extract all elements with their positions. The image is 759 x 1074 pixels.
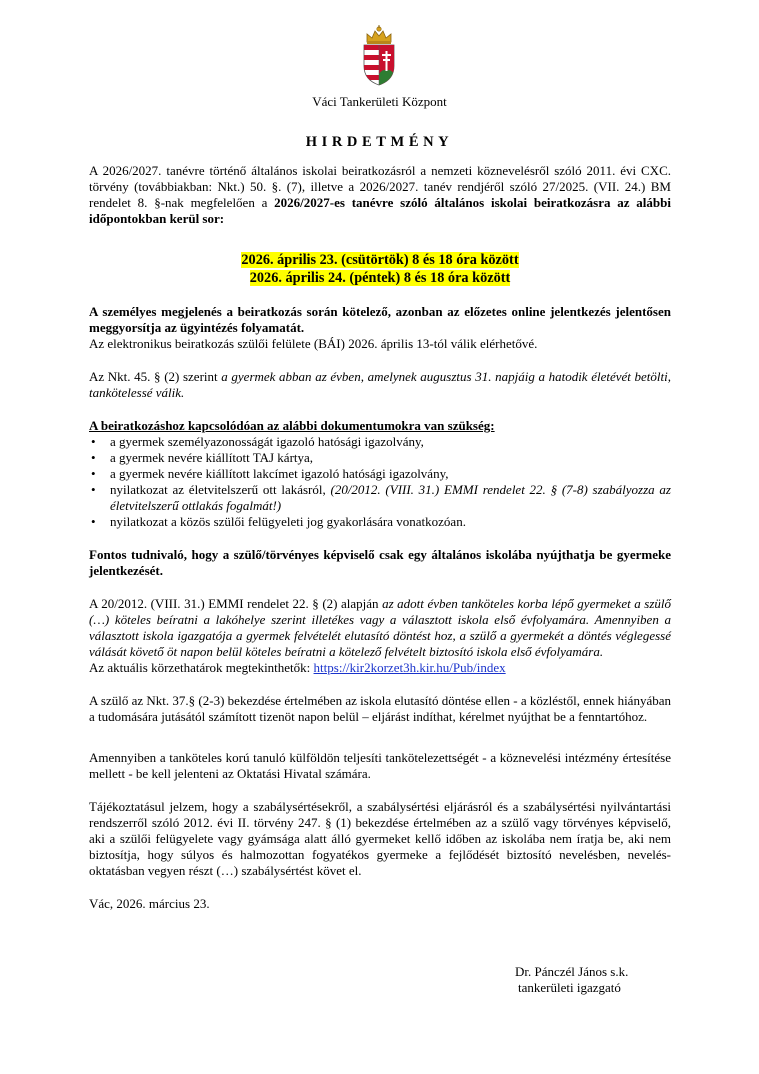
list-item: • nyilatkozat a közös szülői felügyeleti jog gyakorlására vonatkozóan. <box>91 514 466 529</box>
bullet-icon: • <box>91 434 96 449</box>
organization-name: Váci Tankerületi Központ <box>312 94 447 109</box>
announcement-body <box>89 163 671 912</box>
nkt45-italic: a gyermek abban az évben, amelynek augusztus 31. napjáig a hatodik életévét betölti, tankötelessé válik. <box>89 369 671 400</box>
enrollment-date-1: 2026. április 23. (csütörtök) 8 és 18 óra között <box>241 252 519 268</box>
online-interface-text: Az elektronikus beiratkozás szülői felülete (BÁI) 2026. április 13-tól válik elérhetővé. <box>89 336 538 351</box>
intro-bold-text: 2026/2027-es tanévre szóló általános iskolai beiratkozásra az alábbi időpontokban kerül sor: <box>89 195 671 226</box>
offense-paragraph: Tájékoztatásul jelzem, hogy a szabálysértésekről, a szabálysértési eljárásról és a szabálysértési nyilvántartási rendszerről szóló 2012. évi II. törvény 247. § (1) bekezdése értelmében az a szülő vagy törvényes képviselő, aki a szülői felügyelete vagy gyámsága alatt álló gyermeket kellő időben az iskolába nem íratja be, aki nem biztosítja, hogy súlyos és halmozottan fogyatékos gyermeke a fejlődését biztosító nevelésben, nevelés-oktatásban vegyen részt (…) szabálysértést követ el. <box>89 799 671 878</box>
signatory-role: tankerületi igazgató <box>518 980 621 995</box>
documents-heading-text: A beiratkozáshoz kapcsolódóan az alábbi dokumentumokra van szükség: <box>89 418 495 433</box>
intro-text: A 2026/2027. tanévre történő általános iskolai beiratkozásról a nemzeti köznevelésről szóló 2011. évi CXC. törvény (továbbiakban: Nkt.) 50. §. (7), illetve a 2026/2027. tanév rendjéről szóló 27/2025. (VII. 24.) BM rendelet 8. §-nak megfelelően a <box>89 163 671 210</box>
list-item: • a gyermek személyazonosságát igazoló hatósági igazolvány, <box>91 434 424 449</box>
documents-list <box>89 434 671 530</box>
district-boundaries-label: Az aktuális körzethatárok megtekinthetők: <box>89 660 314 675</box>
bullet-icon: • <box>91 514 96 529</box>
personal-presence-paragraph <box>89 304 671 352</box>
page-title: HIRDETMÉNY <box>305 134 454 150</box>
emmi-text: A 20/2012. (VIII. 31.) EMMI rendelet 22. § (2) alapján <box>89 596 383 611</box>
enrollment-date-2: 2026. április 24. (péntek) 8 és 18 óra között <box>249 270 511 286</box>
emmi-italic: az adott évben tanköteles korba lépő gyermeket a szülő (…) köteles beíratni a lakóhelye szerint illetékes vagy a választott iskola első évfolyamára. Amennyiben a választott iskola igazgatója a gyermek felvételét elutasító döntést hoz, a szülő a gyermekét a döntés véglegessé válását követő öt napon belül köteles beíratni a kötelező felvételt biztosító iskola első évfolyamára. <box>89 596 671 659</box>
personal-presence-bold: A személyes megjelenés a beiratkozás során kötelező, azonban az előzetes online jelentkezés jelentősen meggyorsítja az ügyintézés folyamatát. <box>89 304 671 335</box>
bullet-icon: • <box>91 482 96 497</box>
signature-block <box>515 964 655 996</box>
documents-heading <box>89 418 671 434</box>
district-boundaries-link[interactable]: https://kir2korzet3h.kir.hu/Pub/index <box>313 660 506 675</box>
list-item: • nyilatkozat az életvitelszerű ott lakásról, (20/2012. (VIII. 31.) EMMI rendelet 22. § (7-8) szabályozza az életvitelszerű ottlakás fogalmát!) <box>91 482 671 513</box>
abroad-paragraph: Amennyiben a tanköteles korú tanuló külföldön teljesíti tankötelezettségét - a köznevelési intézmény értesítése mellett - be kell jelenteni az Oktatási Hivatal számára. <box>89 750 671 781</box>
bullet-icon: • <box>91 450 96 465</box>
important-note: Fontos tudnivaló, hogy a szülő/törvényes képviselő csak egy általános iskolába nyújthatja be gyermeke jelentkezését. <box>89 547 671 578</box>
bullet-icon: • <box>91 466 96 481</box>
nkt45-paragraph <box>89 369 671 401</box>
enrollment-dates <box>89 251 671 287</box>
place-date: Vác, 2026. március 23. <box>89 896 210 911</box>
list-item: • a gyermek nevére kiállított lakcímet igazoló hatósági igazolvány, <box>91 466 449 481</box>
hungarian-coat-of-arms-icon <box>359 24 399 86</box>
signatory-name: Dr. Pánczél János s.k. <box>515 964 629 979</box>
emmi-paragraph <box>89 596 671 676</box>
list-item: • a gyermek nevére kiállított TAJ kártya, <box>91 450 314 465</box>
intro-paragraph <box>89 163 671 227</box>
appeal-paragraph: A szülő az Nkt. 37.§ (2-3) bekezdése értelmében az iskola elutasító döntése ellen - a közléstől, ennek hiányában a tudomására jutásától számított tizenöt napon belül – eljárást indíthat, kérelmet nyújthat be a fenntartóhoz. <box>89 693 671 724</box>
nkt45-text: Az Nkt. 45. § (2) szerint <box>89 369 222 384</box>
